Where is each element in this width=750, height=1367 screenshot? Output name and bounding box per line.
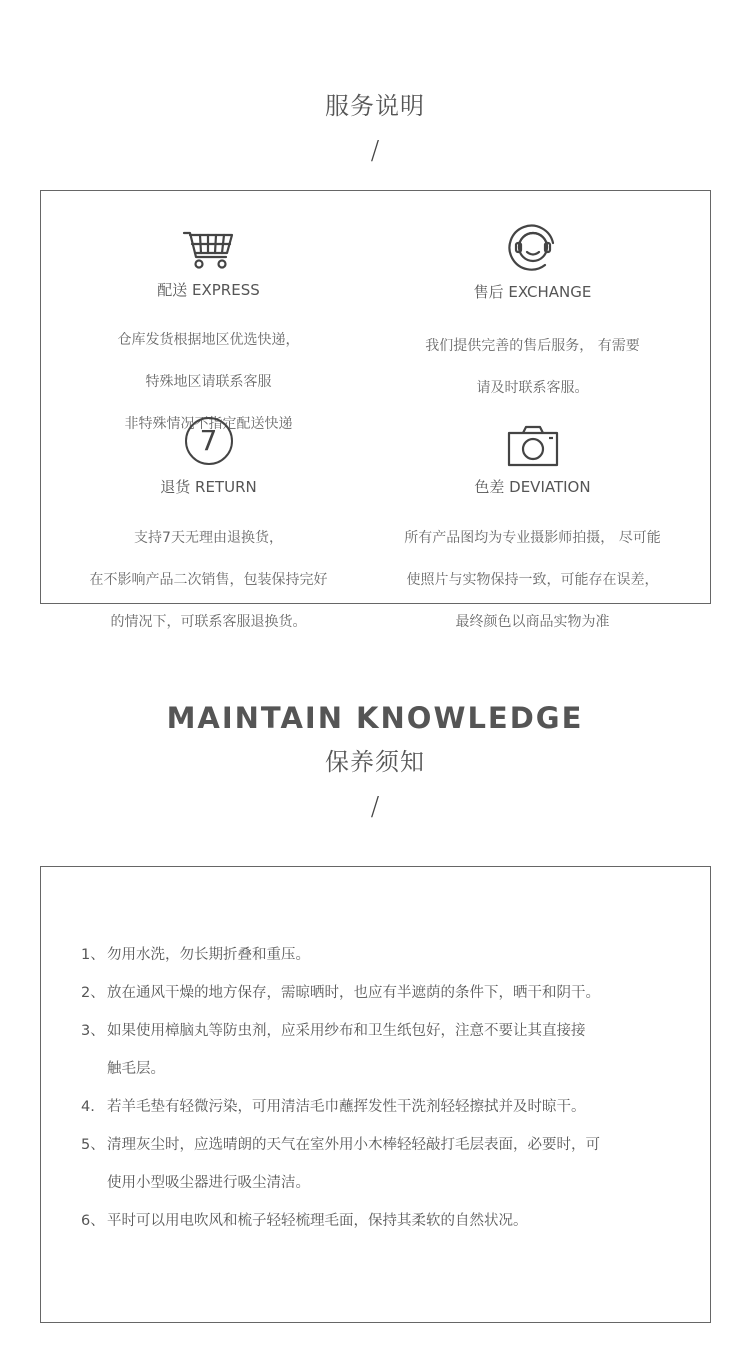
return-7-days-icon: 7 xyxy=(185,417,233,465)
care-rule-text xyxy=(107,974,681,1012)
exchange-desc-line: 我们提供完善的售后服务， 有需要 xyxy=(425,338,640,354)
maintain-box xyxy=(40,866,711,1323)
maintain-title-cn: 保养须知 xyxy=(325,748,425,776)
care-rule-line: 清理灰尘时，应选晴朗的天气在室外用小木棒轻轻敲打毛层表面，必要时，可 xyxy=(107,1137,600,1153)
care-rule-line: 如果使用樟脑丸等防虫剂，应采用纱布和卫生纸包好，注意不要让其直接接 xyxy=(107,1023,586,1039)
care-rule-line: 放在通风干燥的地方保存，需晾晒时，也应有半遮荫的条件下，晒干和阴干。 xyxy=(107,985,600,1001)
care-rule-item xyxy=(81,936,681,974)
shopping-cart-icon xyxy=(182,227,236,271)
service-box xyxy=(40,190,711,630)
service-item-return xyxy=(41,417,376,654)
maintain-title-en: MAINTAIN KNOWLEDGE xyxy=(166,701,584,735)
return-desc-line: 支持7天无理由退换货， xyxy=(134,530,283,546)
care-rule-line: 平时可以用电吹风和梳子轻轻梳理毛面，保持其柔软的自然状况。 xyxy=(107,1213,528,1229)
care-rules-list xyxy=(81,936,681,1240)
express-desc-line: 特殊地区请联系客服 xyxy=(145,374,272,390)
express-label: 配送 EXPRESS xyxy=(157,281,260,299)
service-title: 服务说明 xyxy=(325,92,425,120)
deviation-desc-line: 最终颜色以商品实物为准 xyxy=(455,614,610,630)
deviation-desc-line: 所有产品图均为专业摄影师拍摄， 尽可能 xyxy=(404,530,661,546)
exchange-label: 售后 EXCHANGE xyxy=(473,283,592,301)
care-rule-text xyxy=(107,1202,681,1240)
camera-icon xyxy=(507,425,559,467)
care-rule-number: 5、 xyxy=(81,1137,105,1153)
deviation-label: 色差 DEVIATION xyxy=(474,478,591,496)
care-rule-text xyxy=(107,1126,681,1202)
care-rule-item xyxy=(81,1088,681,1126)
service-divider: / xyxy=(370,136,380,166)
care-rule-number: 6、 xyxy=(81,1213,105,1229)
care-rule-item xyxy=(81,974,681,1012)
deviation-desc-line: 使照片与实物保持一致，可能存在误差， xyxy=(406,572,659,588)
return-desc-line: 在不影响产品二次销售，包装保持完好 xyxy=(89,572,328,588)
express-desc-line: 非特殊情况不指定配送快递 xyxy=(124,416,293,432)
care-rule-item xyxy=(81,1202,681,1240)
exchange-description xyxy=(365,315,700,420)
care-rule-number: 4. xyxy=(81,1099,95,1115)
return-label: 退货 RETURN xyxy=(160,478,257,496)
care-rule-line: 若羊毛垫有轻微污染，可用清洁毛巾蘸挥发性干洗剂轻轻擦拭并及时晾干。 xyxy=(107,1099,586,1115)
care-rule-line: 使用小型吸尘器进行吸尘清洁。 xyxy=(107,1175,310,1191)
care-rule-line: 触毛层。 xyxy=(107,1061,165,1077)
care-rule-text xyxy=(107,1012,681,1088)
service-item-deviation xyxy=(365,425,700,654)
care-rule-line: 勿用水洗，勿长期折叠和重压。 xyxy=(107,947,310,963)
deviation-description xyxy=(365,507,700,654)
return-desc-line: 的情况下，可联系客服退换货。 xyxy=(110,614,307,630)
service-item-exchange xyxy=(365,221,700,420)
care-rule-item xyxy=(81,1012,681,1088)
return-description xyxy=(41,507,376,654)
care-rule-item xyxy=(81,1126,681,1202)
customer-service-headset-icon xyxy=(507,221,559,273)
care-rule-number: 2、 xyxy=(81,985,105,1001)
care-rule-number: 3、 xyxy=(81,1023,105,1039)
exchange-desc-line: 请及时联系客服。 xyxy=(476,380,589,396)
care-rule-text xyxy=(107,936,681,974)
care-rule-number: 1、 xyxy=(81,947,105,963)
care-rule-text xyxy=(107,1088,681,1126)
express-desc-line: 仓库发货根据地区优选快递， xyxy=(117,332,300,348)
maintain-divider: / xyxy=(370,792,380,822)
